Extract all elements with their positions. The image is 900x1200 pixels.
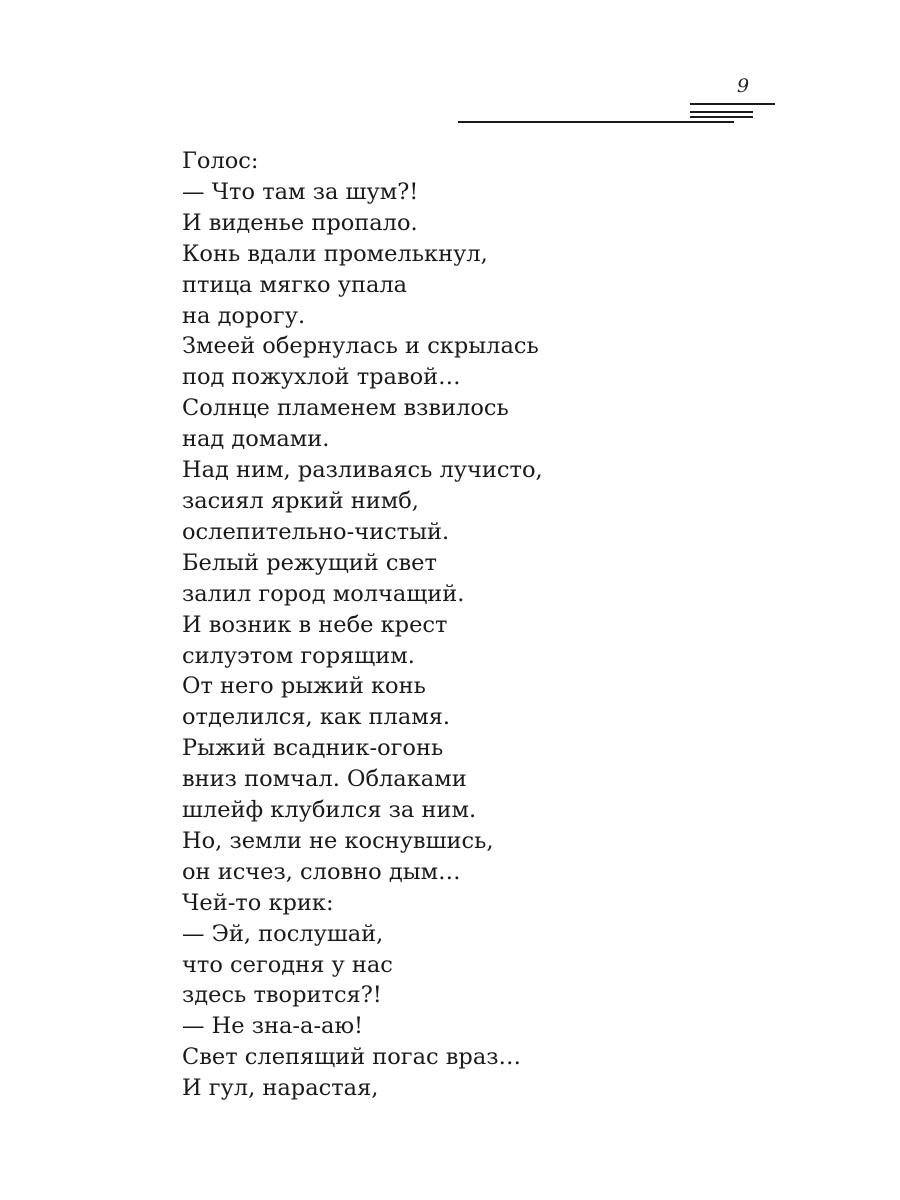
poem-line: что сегодня у нас — [182, 951, 393, 978]
poem-line: птица мягко упала — [182, 271, 408, 298]
poem-text — [182, 146, 543, 1104]
poem-line: — Не зна-а-аю! — [182, 1013, 364, 1040]
poem-line: вниз помчал. Облаками — [182, 766, 467, 793]
poem-line: здесь творится?! — [182, 982, 382, 1009]
poem-line: Рыжий всадник-огонь — [182, 735, 444, 762]
poem-line: Свет слепящий погас враз… — [182, 1044, 522, 1071]
poem-line: — Что там за шум?! — [182, 178, 419, 205]
poem-line: ослепительно-чистый. — [182, 518, 450, 545]
header-rule-short-2 — [690, 116, 753, 118]
poem-line: на дорогу. — [182, 302, 306, 329]
poem-line: он исчез, словно дым… — [182, 858, 461, 885]
poem-line: отделился, как пламя. — [182, 704, 451, 731]
poem-line: Змеей обернулась и скрылась — [182, 333, 539, 360]
poem-line: над домами. — [182, 426, 330, 453]
poem-line: — Эй, послушай, — [182, 920, 384, 947]
poem-line: засиял яркий нимб, — [182, 487, 419, 514]
poem-line: И гул, нарастая, — [182, 1075, 379, 1102]
poem-line: Но, земли не коснувшись, — [182, 827, 494, 854]
poem-line: И возник в небе крест — [182, 611, 448, 638]
poem-line: Чей-то крик: — [182, 889, 334, 916]
poem-line: Конь вдали промелькнул, — [182, 240, 488, 267]
poem-line: От него рыжий конь — [182, 673, 426, 700]
poem-line: залил город молчащий. — [182, 580, 465, 607]
poem-line: под пожухлой травой… — [182, 364, 461, 391]
poem-line: силуэтом горящим. — [182, 642, 415, 669]
header-rule-short-1 — [690, 111, 753, 113]
poem-line: И виденье пропало. — [182, 209, 418, 236]
poem-line: Над ним, разливаясь лучисто, — [182, 457, 543, 484]
header-rule-top — [690, 103, 775, 105]
poem-line: Белый режущий свет — [182, 549, 437, 576]
poem-line: Солнце пламенем взвилось — [182, 395, 509, 422]
poem-line: Голос: — [182, 148, 259, 174]
header-rule-long — [458, 121, 734, 123]
poem-line: шлейф клубился за ним. — [182, 797, 477, 824]
page-number: 9 — [736, 75, 750, 97]
